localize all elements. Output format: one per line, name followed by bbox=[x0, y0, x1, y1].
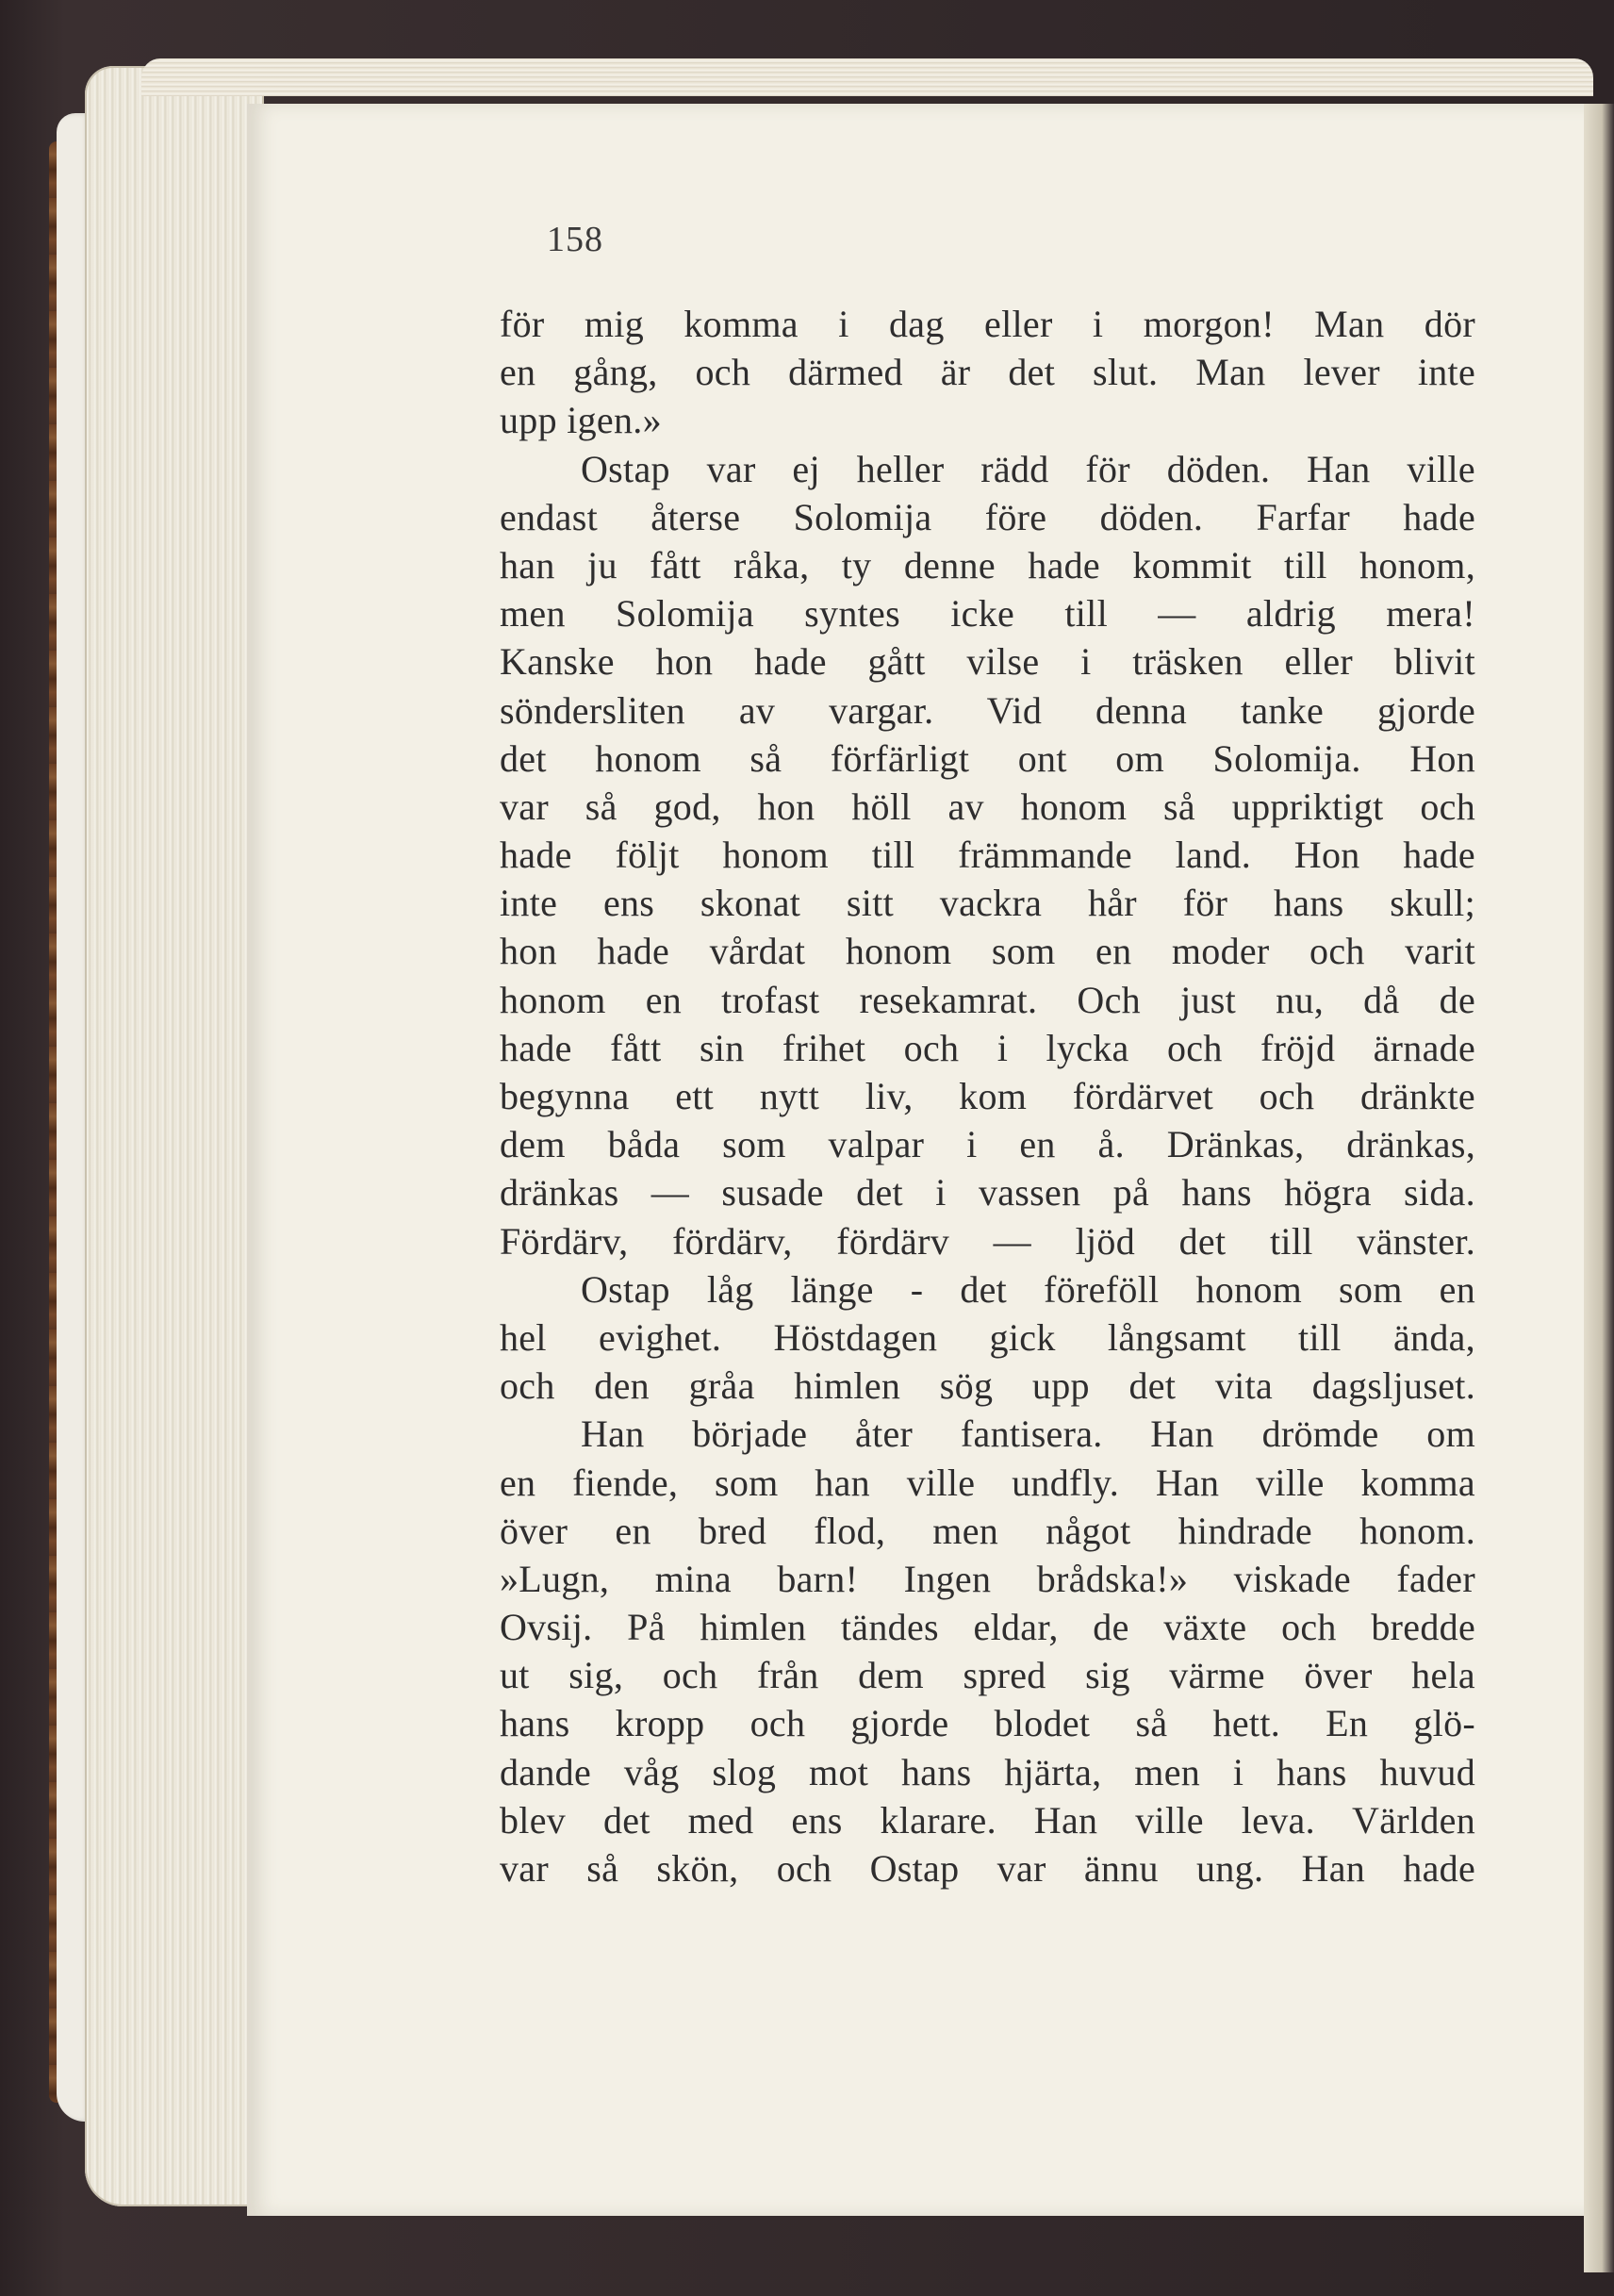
page-right-edge bbox=[1584, 104, 1614, 2272]
text-line: Han började åter fantisera. Han drömde om bbox=[581, 1412, 1475, 1456]
text-line: en gång, och därmed är det slut. Man lever inte bbox=[500, 351, 1475, 394]
text-line: dande våg slog mot hans hjärta, men i hans huvud bbox=[500, 1750, 1475, 1793]
text-line: dränkas — susade det i vassen på hans högra sida. bbox=[500, 1171, 1475, 1214]
text-line: över en bred flod, men något hindrade honom. bbox=[500, 1509, 1475, 1552]
text-line: »Lugn, mina barn! Ingen brådska!» viskade fader bbox=[500, 1557, 1475, 1600]
text-line: men Solomija syntes icke till — aldrig mera! bbox=[500, 592, 1475, 636]
text-line: Fördärv, fördärv, fördärv — ljöd det till vänster. bbox=[500, 1219, 1475, 1263]
text-line: begynna ett nytt liv, kom fördärvet och dränkte bbox=[500, 1075, 1475, 1117]
page-block-edges bbox=[85, 66, 264, 2206]
text-line: han ju fått råka, ty denne hade kommit till honom, bbox=[500, 543, 1475, 586]
text-line: för mig komma i dag eller i morgon! Man dör bbox=[500, 303, 1475, 345]
text-line: Ovsij. På himlen tändes eldar, de växte och bredde bbox=[500, 1606, 1475, 1649]
text-line: hade fått sin frihet och i lycka och fröjd ärnade bbox=[500, 1026, 1475, 1069]
text-line: hade följt honom till främmande land. Hon hade bbox=[500, 834, 1475, 877]
text-line: en fiende, som han ville undfly. Han ville komma bbox=[500, 1461, 1475, 1504]
text-line: hel evighet. Höstdagen gick långsamt till ända, bbox=[500, 1315, 1475, 1359]
text-line: hans kropp och gjorde blodet så hett. En glö- bbox=[500, 1702, 1475, 1745]
text-line: upp igen.» bbox=[500, 399, 662, 442]
page-number: 158 bbox=[547, 220, 603, 259]
text-line: och den gråa himlen sög upp det vita dagsljuset. bbox=[500, 1364, 1475, 1408]
page-top-edges bbox=[141, 58, 1593, 96]
text-line: det honom så förfärligt ont om Solomija. Hon bbox=[500, 736, 1475, 780]
text-line: hon hade vårdat honom som en moder och varit bbox=[500, 930, 1475, 973]
text-line: söndersliten av vargar. Vid denna tanke gjorde bbox=[500, 688, 1475, 732]
text-line: honom en trofast resekamrat. Och just nu, då de bbox=[500, 978, 1475, 1021]
text-line: var så god, hon höll av honom så uppriktigt och bbox=[500, 785, 1475, 828]
text-line: Kanske hon hade gått vilse i träsken eller blivit bbox=[500, 640, 1475, 684]
text-line: blev det med ens klarare. Han ville leva. Världen bbox=[500, 1798, 1475, 1842]
text-line: Ostap var ej heller rädd för döden. Han ville bbox=[581, 447, 1475, 490]
body-text bbox=[500, 300, 1475, 1892]
text-line: ut sig, och från dem spred sig värme över hela bbox=[500, 1654, 1475, 1697]
text-line: endast återse Solomija före döden. Farfar hade bbox=[500, 495, 1475, 538]
text-line: Ostap låg länge - det föreföll honom som en bbox=[581, 1267, 1475, 1311]
text-line: dem båda som valpar i en å. Dränkas, dränkas, bbox=[500, 1123, 1475, 1166]
text-line: inte ens skonat sitt vackra hår för hans skull; bbox=[500, 882, 1475, 925]
text-line: var så skön, och Ostap var ännu ung. Han hade bbox=[500, 1847, 1475, 1890]
